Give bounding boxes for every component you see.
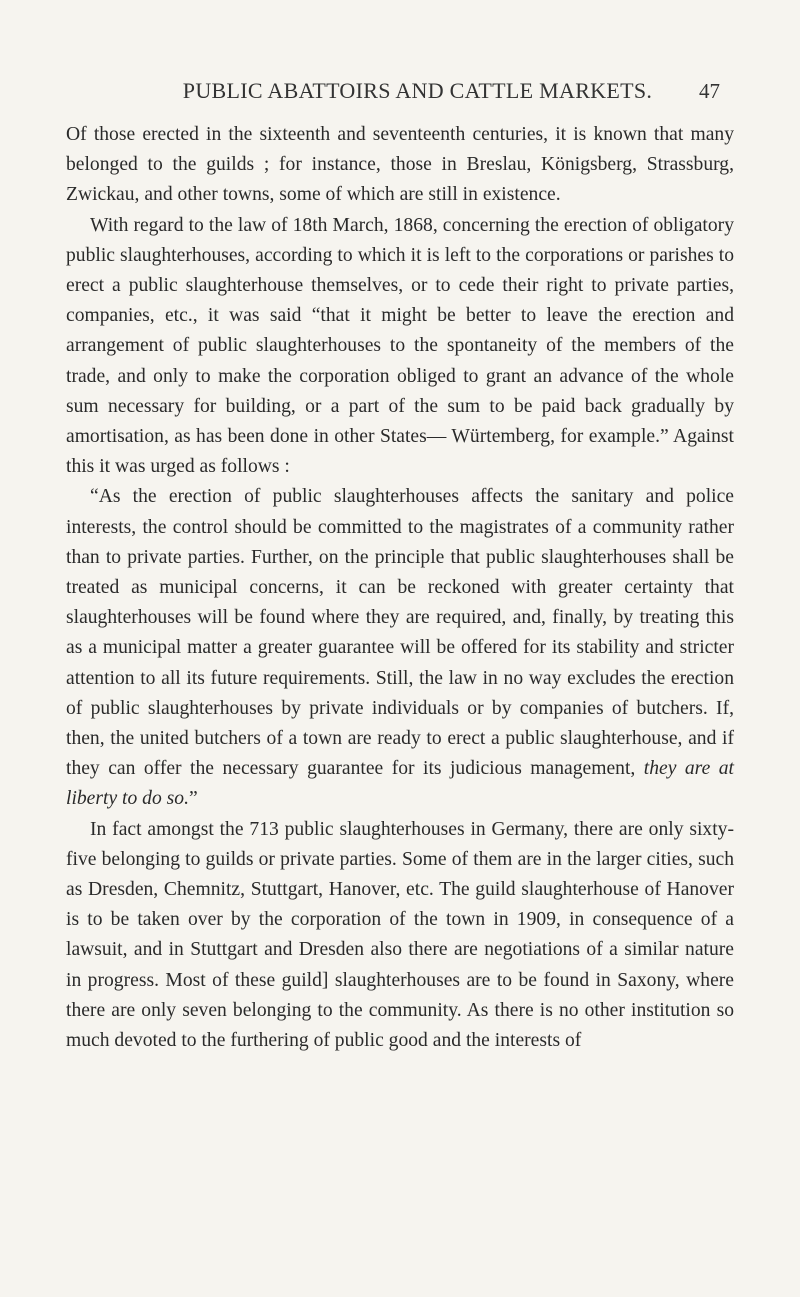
paragraph-3-text: “As the erection of public slaughterhouses affects the sanitary and police interests, the control should be committed to the magistrates of a community rather than to private parties. Further, on the principle that public slaughterhouses shall be treated as municipal concerns, it can be reckoned with greater certainty that slaughterhouses will be found where they are required, and, finally, by treating this as a municipal matter a greater guarantee will be offered for its stability and stricter attention to all its future requirements. Still, the law in no way excludes the erection of public slaughterhouses by private individuals or by companies of butchers. If, then, the united butchers of a town are ready to erect a public slaughterhouse, and if they can offer the necessary guarantee for its judicious management, [66,486,734,780]
paragraph-3 [66,482,734,814]
running-title: PUBLIC ABATTOIRS AND CATTLE MARKETS. [182,78,653,103]
paragraph-1: Of those erected in the sixteenth and seventeenth centuries, it is known that many belonged to the guilds ; for instance, those in Breslau, Königsberg, Strassburg, Zwickau, and other towns, some of which are still in existence. [66,124,734,206]
paragraph-4: In fact amongst the 713 public slaughterhouses in Germany, there are only sixty-five belonging to guilds or private parties. Some of them are in the larger cities, such as Dresden, Chemnitz, Stuttgart, Hanover, etc. The guild slaughterhouse of Hanover is to be taken over by the corporation of the town in 1909, in consequence of a lawsuit, and in Stuttgart and Dresden also there are negotiations of a similar nature in progress. Most of these guild] slaughterhouses are to be found in Saxony, where there are only seven belonging to the community. As there is no other institution so much devoted to the furthering of public good and the interests of [66,818,734,1052]
body-text [66,120,734,1056]
page-number: 47 [699,79,720,103]
italic-phrase: they are at liberty to do so. [66,758,734,810]
closing-quote: ” [189,788,198,810]
paragraph-2: With regard to the law of 18th March, 1868, concerning the erection of obligatory public slaughterhouses, according to which it is left to the corporations or parishes to erect a public slaughterhouse themselves, or to cede their right to private parties, companies, etc., it was said “that it might be better to leave the erection and arrangement of public slaughterhouses to the spontaneity of the members of the trade, and only to make the corporation obliged to grant an advance of the whole sum necessary for building, or a part of the sum to be paid back gradually by amortisation, as has been done in other States— Würtemberg, for example.” Against this it was urged as follows : [66,214,734,478]
page-header [148,78,720,106]
